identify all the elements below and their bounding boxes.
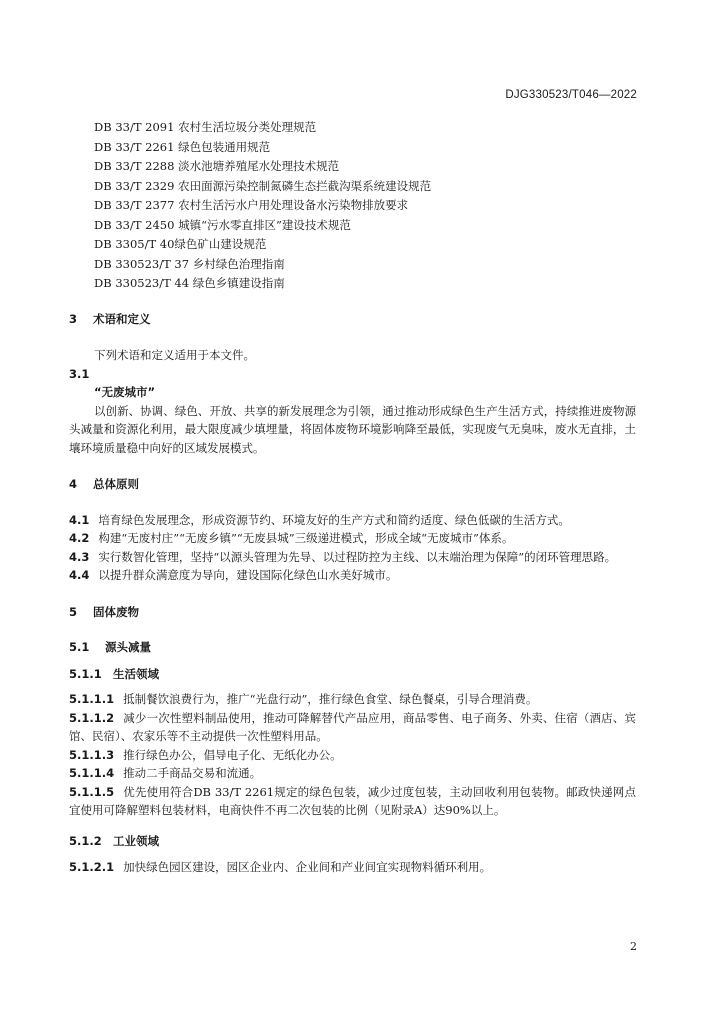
subsection-number: 5.1.1 [69,666,102,681]
section-number: 3 [69,311,78,326]
clause-item [69,783,636,820]
clause-number: 5.1.2.1 [69,860,115,874]
clause-text: 减少一次性塑料制品使用，推动可降解替代产品应用，商品零售、电子商务、外卖、住宿（酒店、宾馆、民宿）、农家乐等不主动提供一次性塑料用品。 [69,710,636,743]
subsection-5-1-2-heading [69,832,636,851]
reference-item: DB 33/T 2091 农村生活垃圾分类处理规范 [94,120,317,134]
principles-list [69,511,636,585]
subsection-title: 工业领域 [113,833,159,848]
subsection-5-1-1-heading [69,665,636,684]
clause-number: 4.4 [69,568,90,582]
section-3-heading [69,310,636,329]
section-3-intro: 下列术语和定义适用于本文件。 [94,348,255,362]
reference-item: DB 33/T 2261 绿色包装通用规范 [94,139,271,154]
clause-item [69,746,636,765]
principle-item [69,566,636,585]
clause-number: 5.1.1.5 [69,784,115,799]
term-name: “无废城市” [94,385,156,399]
clause-text: 抵制餐饮浪费行为，推广“光盘行动”，推行绿色食堂、绿色餐桌，引导合理消费。 [123,692,538,706]
clause-item [69,858,636,877]
clause-number: 4.3 [69,549,90,564]
principle-item [69,548,636,567]
reference-item: DB 3305/T 40绿色矿山建设规范 [94,237,267,251]
living-sector-clauses [69,690,636,820]
reference-item: DB 33/T 2450 城镇“污水零直排区”建设技术规范 [94,217,351,232]
clause-item [69,764,636,783]
clause-text: 推动二手商品交易和流通。 [123,766,262,780]
clause-text: 构建“无废村庄”“无废乡镇”“无废县城”三级递进模式，形成全域“无废城市”体系。 [98,531,514,545]
section-title: 术语和定义 [93,311,151,326]
subsection-title: 源头减量 [105,640,151,654]
industry-sector-clauses [69,858,636,877]
term-number: 3.1 [69,366,90,381]
subsection-number: 5.1 [69,640,90,654]
clause-text: 以提升群众满意度为导向，建设国际化绿色山水美好城市。 [98,568,398,582]
clause-item [69,690,636,709]
reference-item: DB 33/T 2329 农田面源污染控制氮磷生态拦截沟渠系统建设规范 [94,178,432,193]
section-number: 4 [69,477,78,491]
section-number: 5 [69,604,78,619]
reference-item: DB 330523/T 37 乡村绿色治理指南 [94,256,285,271]
section-5-heading [69,603,636,622]
reference-item: DB 33/T 2377 农村生活污水户用处理设备水污染物排放要求 [94,198,409,212]
section-4-heading [69,475,636,494]
document-body [69,118,636,877]
principle-item [69,511,636,530]
normative-references-list [69,118,636,294]
clause-text: 优先使用符合DB 33/T 2261规定的绿色包装，减少过度包装，主动回收利用包装物。邮政快递网点宜使用可降解塑料包装材料，电商快件不再二次包装的比例（见附录A）达90%以上。 [69,784,636,817]
page-number: 2 [630,940,637,953]
subsection-title: 生活领域 [113,666,159,681]
clause-number: 4.2 [69,531,90,545]
clause-number: 5.1.1.3 [69,747,115,762]
subsection-number: 5.1.2 [69,833,102,848]
clause-text: 实行数智化管理，坚持“以源头管理为先导、以过程防控为主线、以末端治理为保障”的闭环管理思路。 [98,549,617,564]
reference-item: DB 330523/T 44 绿色乡镇建设指南 [94,276,285,290]
document-code: DJG330523/T046—2022 [505,89,637,101]
section-title: 固体废物 [93,604,139,619]
principle-item [69,529,636,548]
subsection-5-1-heading [69,638,636,657]
clause-text: 加快绿色园区建设，园区企业内、企业间和产业间宜实现物料循环利用。 [123,860,492,874]
reference-item: DB 33/T 2288 淡水池塘养殖尾水处理技术规范 [94,159,340,173]
clause-number: 5.1.1.4 [69,766,115,780]
section-title: 总体原则 [93,477,139,491]
clause-text: 推行绿色办公，倡导电子化、无纸化办公。 [123,747,342,762]
term-definition: 以创新、协调、绿色、开放、共享的新发展理念为引领，通过推动形成绿色生产生活方式，持续推进废物源头减量和资源化利用，最大限度减少填埋量，将固体废物环境影响降至最低，实现废气无臭味，废水无直排，土壤环境质量稳中向好的区域发展模式。 [69,403,636,455]
clause-number: 5.1.1.2 [69,710,115,725]
clause-number: 5.1.1.1 [69,692,115,706]
clause-text: 培育绿色发展理念，形成资源节约、环境友好的生产方式和简约适度、绿色低碳的生活方式。 [98,512,570,527]
clause-item [69,709,636,746]
clause-number: 4.1 [69,512,90,527]
